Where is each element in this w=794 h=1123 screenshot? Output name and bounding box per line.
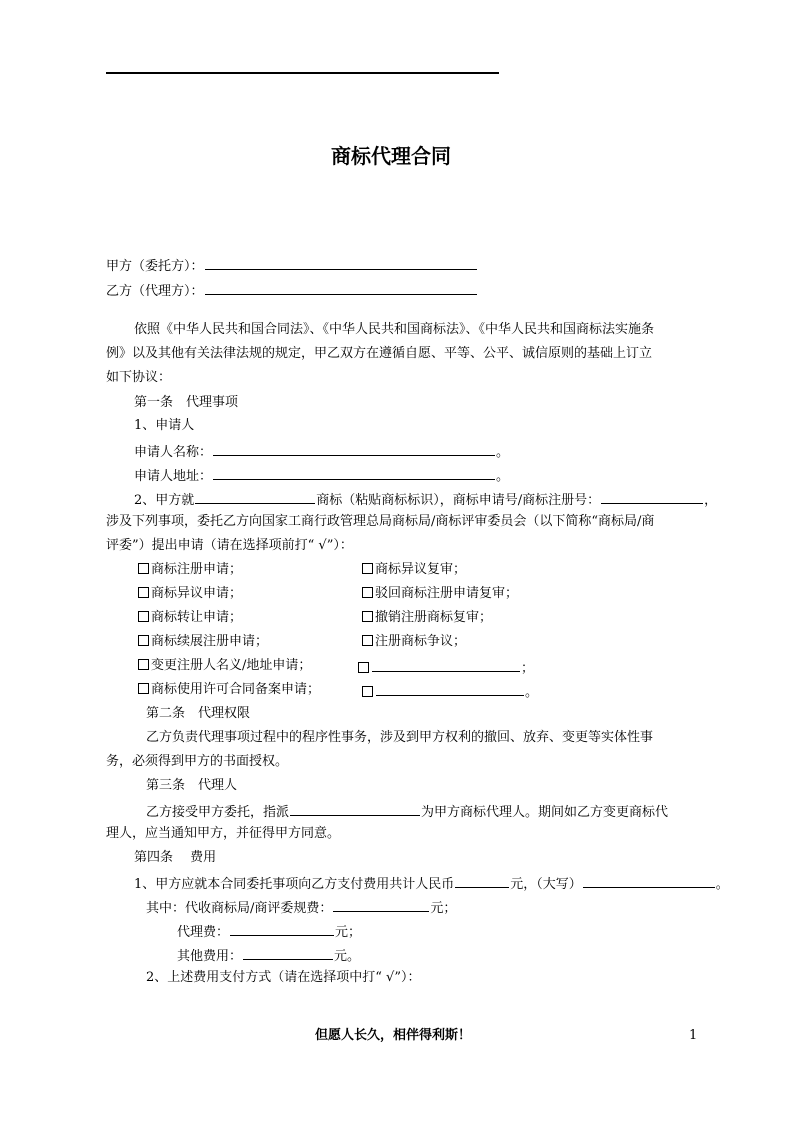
fee-agency-semi: ；	[348, 925, 362, 940]
checkbox[interactable]	[358, 662, 369, 673]
party-b-field[interactable]	[205, 282, 477, 295]
footer-slogan: 但愿人长久，相伴得利斯！	[315, 1028, 472, 1043]
checkbox[interactable]	[362, 611, 373, 622]
fee-total-mid: 元，（大写）	[510, 877, 582, 892]
trademark-item-pre: 2、甲方就	[134, 493, 195, 508]
option-other-1-end: ；	[521, 661, 535, 676]
fee-other-field[interactable]	[243, 947, 333, 960]
applicant-name-line	[134, 443, 509, 459]
article-4-heading: 第四条 费用	[134, 850, 217, 865]
option-change-registrant[interactable]	[138, 659, 311, 672]
applicant-address-label: 申请人地址：	[134, 469, 213, 484]
fee-total-field[interactable]	[455, 875, 509, 888]
party-a-label: 甲方（委托方）：	[106, 259, 204, 274]
intro-line-1: 依照《中华人民共和国合同法》、《中华人民共和国商标法》、《中华人民共和国商标法实施条	[134, 322, 655, 337]
article-2-line-2: 务，必须得到甲方的书面授权。	[106, 754, 289, 769]
trademark-item-line	[134, 491, 717, 507]
checkbox[interactable]	[138, 659, 149, 670]
page-number: 1	[689, 1028, 698, 1043]
article-3-post: 为甲方商标代理人。期间如乙方变更商标代	[421, 805, 669, 820]
applicant-name-field[interactable]	[213, 443, 495, 456]
option-other-2-field[interactable]	[376, 683, 524, 696]
checkbox[interactable]	[362, 587, 373, 598]
page-title: 商标代理合同	[331, 144, 451, 168]
fee-other-label: 其他费用：	[177, 949, 243, 964]
article-3-line-2: 理人，应当通知甲方，并征得甲方同意。	[106, 826, 341, 841]
option-label: 变更注册人名义/地址申请；	[151, 658, 312, 673]
option-transfer-application[interactable]	[138, 611, 242, 624]
article-2-heading: 第二条 代理权限	[146, 706, 251, 721]
article-3-heading: 第三条 代理人	[146, 778, 238, 793]
option-label: 驳回商标注册申请复审；	[375, 586, 519, 601]
checkbox[interactable]	[362, 563, 373, 574]
option-other-1[interactable]	[358, 659, 534, 675]
agent-name-field[interactable]	[290, 803, 420, 816]
party-b-line	[106, 282, 478, 298]
option-license-filing[interactable]	[138, 683, 320, 696]
option-label: 商标注册申请；	[151, 562, 243, 577]
applicant-item: 1、申请人	[134, 418, 195, 433]
option-label: 撤销注册商标复审；	[375, 610, 493, 625]
option-renewal-application[interactable]	[138, 635, 268, 648]
fee-official-semi: ；	[443, 901, 457, 916]
option-trademark-registration[interactable]	[138, 563, 242, 576]
option-dispute[interactable]	[362, 635, 466, 648]
fee-agency-field[interactable]	[230, 923, 334, 936]
fee-other-unit: 元。	[334, 949, 361, 964]
trademark-item-mid: 商标（粘贴商标标识），商标申请号/商标注册号：	[316, 493, 601, 508]
option-label: 商标转让申请；	[151, 610, 243, 625]
fee-total-pre: 1、甲方应就本合同委托事项向乙方支付费用共计人民币	[134, 877, 455, 892]
article-3-line-1	[146, 803, 668, 819]
intro-line-3: 如下协议：	[106, 370, 172, 385]
fee-total-line	[134, 875, 729, 891]
option-label: 商标续展注册申请；	[151, 634, 269, 649]
trademark-number-field[interactable]	[601, 491, 703, 504]
trademark-item-end: ，	[704, 493, 718, 508]
applicant-address-line	[134, 467, 509, 483]
fee-official-unit: 元	[430, 901, 444, 916]
fee-agency-line	[177, 923, 361, 939]
checkbox[interactable]	[362, 635, 373, 646]
applicant-address-field[interactable]	[213, 467, 495, 480]
checkbox[interactable]	[138, 611, 149, 622]
checkbox[interactable]	[362, 686, 373, 697]
party-a-field[interactable]	[205, 257, 477, 270]
article-1-heading: 第一条 代理事项	[134, 395, 239, 410]
header-rule	[106, 72, 499, 74]
checkbox[interactable]	[138, 683, 149, 694]
option-rejection-review[interactable]	[362, 587, 518, 600]
applicant-address-period: 。	[496, 469, 510, 484]
option-label: 注册商标争议；	[375, 634, 467, 649]
party-a-line	[106, 257, 478, 273]
option-cancellation-review[interactable]	[362, 611, 492, 624]
option-label: 商标异议申请；	[151, 586, 243, 601]
option-other-2[interactable]	[362, 683, 538, 699]
trademark-item-line-2: 涉及下列事项，委托乙方向国家工商行政管理总局商标局/商标评审委员会（以下简称“商标局/商	[106, 514, 655, 529]
option-label: 商标异议复审；	[375, 562, 467, 577]
checkbox[interactable]	[138, 563, 149, 574]
fee-other-line	[177, 947, 360, 963]
option-opposition-application[interactable]	[138, 587, 242, 600]
fee-official-line	[146, 899, 456, 915]
fee-official-field[interactable]	[333, 899, 429, 912]
applicant-name-period: 。	[496, 445, 510, 460]
fee-total-words-field[interactable]	[583, 875, 715, 888]
option-other-2-end: 。	[525, 685, 539, 700]
trademark-item-line-3: 评委”）提出申请（请在选择项前打“ √”）：	[106, 538, 353, 553]
option-label: 商标使用许可合同备案申请；	[151, 682, 321, 697]
article-3-pre: 乙方接受甲方委托，指派	[146, 805, 290, 820]
payment-method-line: 2、上述费用支付方式（请在选择项中打“ √”）：	[146, 970, 421, 985]
party-b-label: 乙方（代理方）：	[106, 284, 204, 299]
applicant-name-label: 申请人名称：	[134, 445, 213, 460]
option-other-1-field[interactable]	[372, 659, 520, 672]
trademark-name-field[interactable]	[195, 491, 315, 504]
fee-agency-unit: 元	[335, 925, 349, 940]
article-2-line-1: 乙方负责代理事项过程中的程序性事务，涉及到甲方权利的撤回、放弃、变更等实体性事	[146, 730, 654, 745]
checkbox[interactable]	[138, 587, 149, 598]
intro-line-2: 例》以及其他有关法律法规的规定，甲乙双方在遵循自愿、平等、公平、诚信原则的基础上订立	[106, 346, 653, 361]
option-opposition-review[interactable]	[362, 563, 466, 576]
fee-total-end: 。	[715, 877, 729, 892]
fee-official-label: 其中：代收商标局/商评委规费：	[146, 901, 333, 916]
fee-agency-label: 代理费：	[177, 925, 230, 940]
checkbox[interactable]	[138, 635, 149, 646]
